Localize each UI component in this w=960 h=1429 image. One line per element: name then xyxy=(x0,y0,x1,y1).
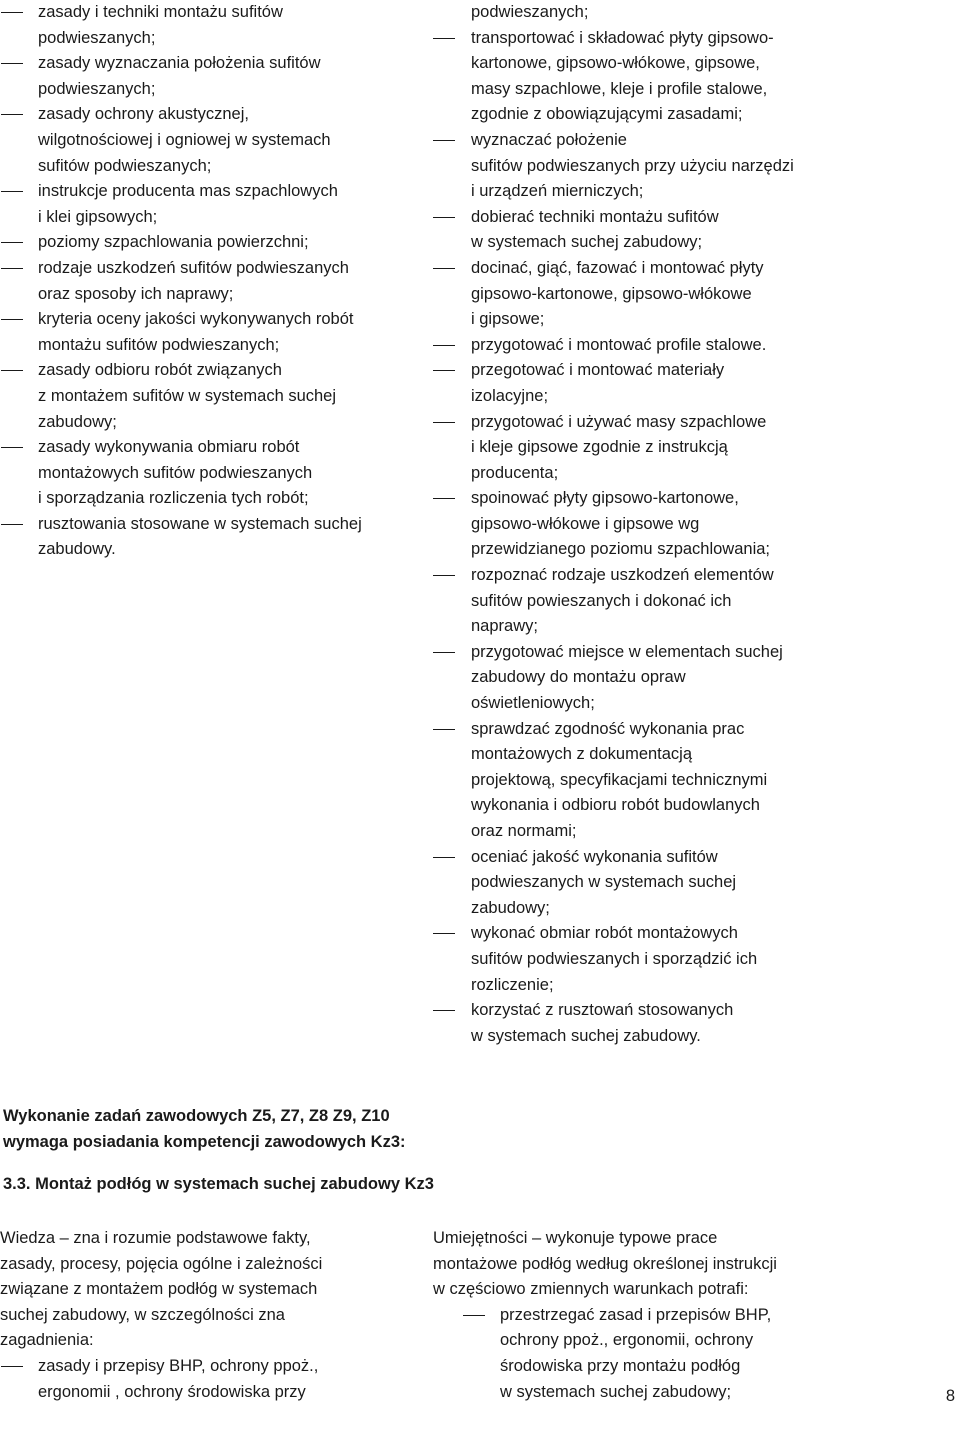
list-item xyxy=(0,1354,420,1405)
list-item-line: w systemach suchej zabudowy; xyxy=(500,1382,732,1401)
list-item xyxy=(430,845,955,922)
list-item xyxy=(430,205,955,256)
list-item xyxy=(430,128,955,205)
list-item-line: oraz sposoby ich naprawy; xyxy=(38,284,234,303)
list-item xyxy=(430,256,955,333)
list-item-line: spoinować płyty gipsowo-kartonowe, xyxy=(471,489,739,508)
list-item xyxy=(430,333,955,359)
list-item xyxy=(430,486,955,563)
section-heading-line-2: wymaga posiadania kompetencji zawodowych Kz3: xyxy=(3,1132,406,1151)
skills-intro xyxy=(433,1226,953,1303)
list-item-line: sufitów podwieszanych; xyxy=(38,156,212,175)
list-item-line: gipsowo-włókowe i gipsowe wg xyxy=(471,514,700,533)
list-item-line: rozliczenie; xyxy=(471,975,554,994)
list-item-line: przygotować i montować profile stalowe. xyxy=(471,335,767,354)
list-item-line: rodzaje uszkodzeń sufitów podwieszanych xyxy=(38,258,349,277)
list-item-line: zabudowy. xyxy=(38,540,116,559)
list-item-line: oraz normami; xyxy=(471,822,577,840)
list-item xyxy=(0,51,420,102)
list-item-line: sprawdzać zgodność wykonania prac xyxy=(471,719,745,738)
list-item-line: projektową, specyfikacjami technicznymi xyxy=(471,770,768,789)
list-item xyxy=(430,358,955,409)
knowledge-list-continued xyxy=(0,0,420,563)
intro-line: zasady, procesy, pojęcia ogólne i zależności xyxy=(0,1254,323,1273)
list-item-line: zabudowy do montażu opraw xyxy=(471,668,686,687)
list-item xyxy=(430,717,955,845)
list-item-line: w systemach suchej zabudowy; xyxy=(471,233,703,252)
intro-line: Wiedza – zna i rozumie podstawowe fakty, xyxy=(0,1229,311,1247)
list-item xyxy=(430,921,955,998)
list-item-line: oceniać jakość wykonania sufitów xyxy=(471,847,718,866)
list-item-line: zabudowy; xyxy=(38,412,117,431)
list-item-line: sufitów podwieszanych przy użyciu narzędzi xyxy=(471,156,794,175)
list-item-line: zasady odbioru robót związanych xyxy=(38,361,282,380)
list-item xyxy=(0,512,420,563)
list-item-line: transportować i składować płyty gipsowo- xyxy=(471,28,774,47)
list-item-line: instrukcje producenta mas szpachlowych xyxy=(38,182,338,201)
list-item-line: zasady wyznaczania położenia sufitów xyxy=(38,54,321,73)
list-item-line: zasady i przepisy BHP, ochrony ppoż., xyxy=(38,1356,319,1375)
list-item xyxy=(0,0,420,51)
continuation-text: podwieszanych; xyxy=(471,3,589,21)
list-item-line: podwieszanych; xyxy=(38,28,156,47)
intro-line: Umiejętności – wykonuje typowe prace xyxy=(433,1229,718,1247)
skills-list-continued xyxy=(430,0,955,1049)
section-heading xyxy=(3,1104,903,1198)
list-item-line: ochrony ppoż., ergonomii, ochrony xyxy=(500,1331,754,1350)
list-item-line: środowiska przy montażu podłóg xyxy=(500,1356,741,1375)
list-item xyxy=(0,307,420,358)
skills-list xyxy=(430,26,955,1050)
knowledge-section xyxy=(0,1226,420,1405)
intro-line: montażowe podłóg według określonej instrukcji xyxy=(433,1254,777,1273)
list-item-line: podwieszanych; xyxy=(38,79,156,98)
list-item-line: zgodnie z obowiązującymi zasadami; xyxy=(471,105,743,124)
list-item-line: kartonowe, gipsowo-włókowe, gipsowe, xyxy=(471,54,760,73)
list-item-line: przegotować i montować materiały xyxy=(471,361,725,380)
list-item xyxy=(0,102,420,179)
list-item-line: gipsowo-kartonowe, gipsowo-włókowe xyxy=(471,284,752,303)
knowledge-intro xyxy=(0,1226,420,1354)
knowledge-topics-list xyxy=(0,0,420,563)
list-item-line: montażu sufitów podwieszanych; xyxy=(38,335,280,354)
list-item-line: i urządzeń mierniczych; xyxy=(471,182,644,201)
list-item-line: i klei gipsowych; xyxy=(38,207,158,226)
list-item-line: zabudowy; xyxy=(471,898,550,917)
list-item xyxy=(430,410,955,487)
section-heading-line-1: Wykonanie zadań zawodowych Z5, Z7, Z8 Z9, Z10 xyxy=(3,1107,390,1125)
list-item xyxy=(0,256,420,307)
list-item xyxy=(430,563,955,640)
skills-section xyxy=(433,1226,953,1405)
list-item-line: korzystać z rusztowań stosowanych xyxy=(471,1001,734,1020)
list-item-line: kryteria oceny jakości wykonywanych robót xyxy=(38,310,354,329)
list-item-line: sufitów podwieszanych i sporządzić ich xyxy=(471,949,758,968)
intro-line: zagadnienia: xyxy=(0,1331,94,1350)
list-item-line: i kleje gipsowe zgodnie z instrukcją xyxy=(471,438,728,457)
list-item-line: poziomy szpachlowania powierzchni; xyxy=(38,233,309,252)
list-item-line: wilgotnościowej i ogniowej w systemach xyxy=(38,130,331,149)
intro-line: w częściowo zmiennych warunkach potrafi: xyxy=(433,1280,749,1299)
list-item xyxy=(433,1303,953,1405)
list-item xyxy=(0,358,420,435)
list-item-line: przygotować i używać masy szpachlowe xyxy=(471,412,767,431)
subsection-title: 3.3. Montaż podłóg w systemach suchej zabudowy Kz3 xyxy=(3,1175,434,1194)
list-item-line: oświetleniowych; xyxy=(471,694,595,713)
list-item-line: sufitów powieszanych i dokonać ich xyxy=(471,591,732,610)
list-item xyxy=(0,230,420,256)
list-item-line: montażowych z dokumentacją xyxy=(471,745,693,764)
list-item-line: przygotować miejsce w elementach suchej xyxy=(471,642,783,661)
list-item-line: podwieszanych w systemach suchej xyxy=(471,873,737,892)
list-item-line: zasady i techniki montażu sufitów xyxy=(38,3,283,21)
intro-line: związane z montażem podłóg w systemach xyxy=(0,1280,318,1299)
list-item-line: wykonania i odbioru robót budowlanych xyxy=(471,796,760,815)
list-item-line: masy szpachlowe, kleje i profile stalowe, xyxy=(471,79,768,98)
list-item xyxy=(430,640,955,717)
list-item-line: zasady ochrony akustycznej, xyxy=(38,105,249,124)
list-item-line: producenta; xyxy=(471,463,559,482)
list-item xyxy=(430,26,955,128)
intro-line: suchej zabudowy, w szczególności zna xyxy=(0,1305,285,1324)
list-item-line: wykonać obmiar robót montażowych xyxy=(471,924,738,943)
list-item-line: przewidzianego poziomu szpachlowania; xyxy=(471,540,771,559)
list-item-line: w systemach suchej zabudowy. xyxy=(471,1026,701,1045)
list-item-line: z montażem sufitów w systemach suchej xyxy=(38,386,337,405)
list-item-line: naprawy; xyxy=(471,617,538,636)
list-item-line: rozpoznać rodzaje uszkodzeń elementów xyxy=(471,566,774,585)
list-item-line: zasady wykonywania obmiaru robót xyxy=(38,438,300,457)
list-item xyxy=(0,435,420,512)
list-item-line: izolacyjne; xyxy=(471,386,549,405)
list-item xyxy=(0,179,420,230)
list-item xyxy=(430,998,955,1049)
list-item-line: i gipsowe; xyxy=(471,310,545,329)
skills-list-bottom xyxy=(433,1303,953,1405)
knowledge-list xyxy=(0,1354,420,1405)
list-item-line: docinać, giąć, fazować i montować płyty xyxy=(471,258,764,277)
list-item-line: ergonomii , ochrony środowiska przy xyxy=(38,1382,306,1401)
list-item-line: i sporządzania rozliczenia tych robót; xyxy=(38,489,309,508)
list-item-line: rusztowania stosowane w systemach suchej xyxy=(38,514,362,533)
list-item-line: montażowych sufitów podwieszanych xyxy=(38,463,313,482)
list-item-line: wyznaczać położenie xyxy=(471,130,627,149)
list-item-line: przestrzegać zasad i przepisów BHP, xyxy=(500,1305,772,1324)
page-number: 8 xyxy=(945,1387,955,1405)
list-item-line: dobierać techniki montażu sufitów xyxy=(471,207,719,226)
